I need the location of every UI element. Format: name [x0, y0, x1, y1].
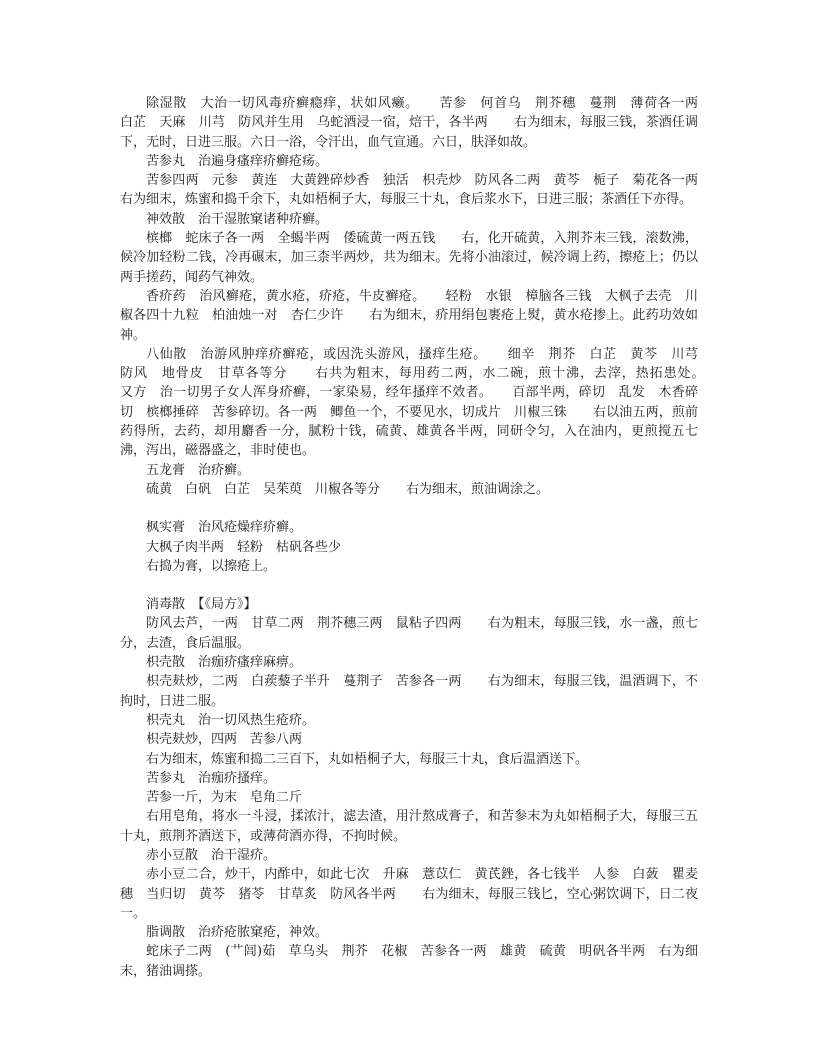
paragraph: 槟榔 蛇床子各一两 全蝎半两 倭硫黄一两五钱 右，化开硫黄，入荆芥末三钱，滚数沸，候冷加轻粉二钱，冷再碾末，加三柰半两炒，共为细末。先将小油滚过，候冷调上药，擦疮上；仍以两手搓药，闻药气神效。: [120, 231, 698, 285]
paragraph: 五龙膏 治疥癣。: [146, 462, 251, 478]
paragraph: 蛇床子二两 (艹闾)茹 草乌头 荆芥 花椒 苦参各一两 雄黄 硫黄 明矾各半两 右为细末，猪油调搽。: [120, 944, 698, 979]
paragraph: 苦参丸 治遍身瘙痒疥癣疮疡。: [146, 153, 329, 169]
paragraph: 防风去芦，一两 甘草二两 荆芥穗三两 鼠粘子四两 右为粗末，每服三钱，水一盏，煎七分，去渣，食后温服。: [120, 616, 698, 651]
paragraph: 大枫子肉半两 轻粉 枯矾各些少: [146, 539, 342, 555]
paragraph: 八仙散 治游风肿痒疥癣疮，或因洗头游风，搔痒生疮。 细辛 荆芥 白芷 黄芩 川芎 防风 地骨皮 甘草各等分 右共为粗末，每用药二两，水二碗，煎十沸，去滓，热拓患处。 又方 治一切男子女人浑身疥癣，一家染易，经年搔痒不效者。 百部半两，碎切 乱发 木香碎切 槟榔捶碎 苦参碎切。各一两 鲫鱼一个，不要见水，切成片 川椒三铢 右以油五两，煎前药得所，去药，却用麝香一分，腻粉十钱，硫黄、雄黄各半两，同研令匀，入在油内，更煎搅五七沸，泻出，磁器盛之，非时使也。: [120, 346, 725, 459]
paragraph: 香疥药 治风癣疮，黄水疮，疥疮，牛皮癣疮。 轻粉 水银 樟脑各三钱 大枫子去壳 川椒各四十九粒 柏油烛一对 杏仁少许 右为细末，疥用绢包裹疮上熨，黄水疮掺上。此药功效如神。: [120, 288, 698, 343]
paragraph: 枳壳麸炒，二两 白蒺藜子半升 蔓荆子 苦参各一两 右为细末，每服三钱，温酒调下，不拘时，日进二服。: [120, 674, 698, 709]
paragraph: 枫实膏 治风疮燥痒疥癣。: [146, 520, 303, 536]
blank-line: [120, 499, 698, 518]
paragraph: 除湿散 大治一切风毒疥癣瘾痒，状如风癞。 苦参 何首乌 荆芥穗 蔓荆 薄荷各一两 白芷 天麻 川芎 防风并生用 乌蛇酒浸一宿，焙干，各半两 右为细末，每服三钱，茶酒任调下，无时，日进三服。六日一浴，令汗出，血气宣通。六日，肤泽如故。: [120, 96, 712, 150]
paragraph: 苦参四两 元参 黄连 大黄銼碎炒香 独活 枳壳炒 防风各二两 黄芩 栀子 菊花各一两 右为细末，炼蜜和捣千余下，丸如梧桐子大，每服三十丸，食后浆水下，日进三服；茶酒任下亦得。: [120, 173, 725, 208]
paragraph: 消毒散 【《局方》】: [146, 597, 257, 613]
paragraph: 苦参丸 治痂疥搔痒。: [146, 770, 277, 786]
document-body: [120, 94, 725, 981]
paragraph: 枳壳麸炒，四两 苦参八两: [146, 732, 303, 748]
paragraph: 右捣为膏，以擦疮上。: [146, 558, 277, 574]
paragraph: 右用皂角，将水一斗浸，揉浓汁，滤去渣，用汁熬成膏子，和苦参末为丸如梧桐子大，每服三五十丸，煎荆芥酒送下，或薄荷酒亦得，不拘时候。: [120, 809, 698, 844]
blank-line: [120, 576, 698, 595]
paragraph: 赤小豆二合，炒干，内酢中，如此七次 升麻 薏苡仁 黄芪銼，各七钱半 人参 白蔹 瞿麦穗 当归切 黄芩 猪苓 甘草炙 防风各半两 右为细末，每服三钱匕，空心粥饮调下，日二夜一。: [120, 867, 698, 921]
paragraph: 枳壳散 治痂疥瘙痒麻痹。: [146, 655, 303, 671]
paragraph: 赤小豆散 治干湿疥。: [146, 847, 277, 863]
paragraph: 脂调散 治疥疮脓窠疮，神效。: [146, 925, 329, 941]
paragraph: 硫黄 白矾 白芷 吴茱萸 川椒各等分 右为细末，煎油调涂之。: [146, 481, 550, 497]
paragraph: 枳壳丸 治一切风热生疮疥。: [146, 712, 316, 728]
paragraph: 右为细末，炼蜜和捣二三百下，丸如梧桐子大，每服三十丸，食后温酒送下。: [146, 751, 589, 767]
paragraph: 神效散 治干湿脓窠诸种疥癣。: [146, 211, 329, 227]
paragraph: 苦参一斤，为末 皂角二斤: [146, 790, 303, 806]
